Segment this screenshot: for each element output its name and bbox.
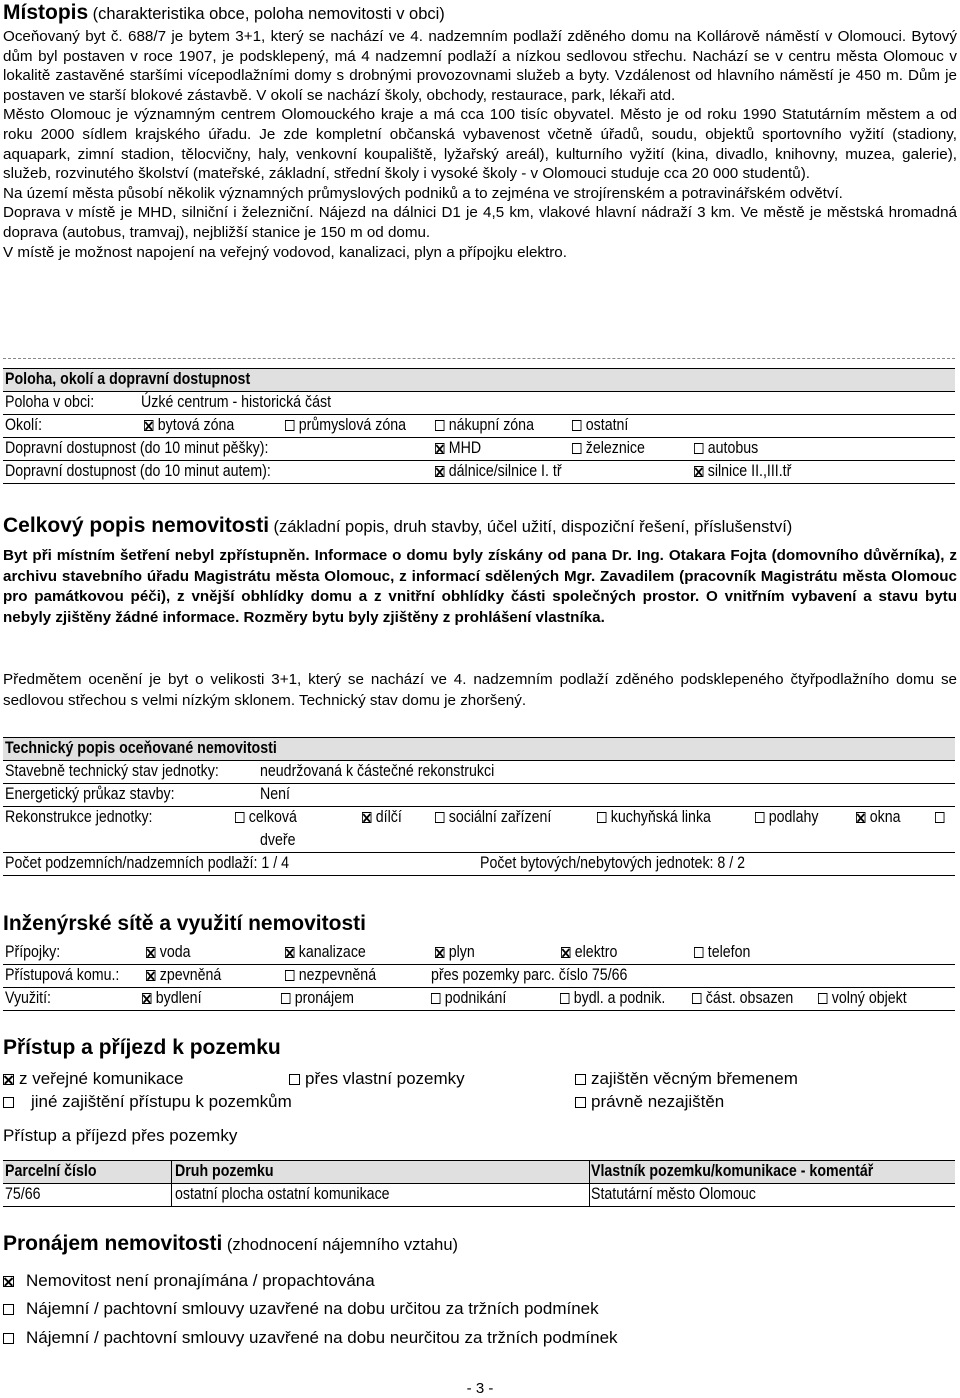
checkbox-label: zajištěn věcným břemenem	[591, 1069, 798, 1088]
section-title: Přístup a příjezd k pozemku	[3, 1036, 281, 1059]
checkbox-label-dvere: dveře	[260, 831, 296, 849]
checkbox-label: Nemovitost není pronajímána / propachtována	[26, 1271, 375, 1290]
checkbox-zeleznice[interactable]	[572, 439, 645, 458]
poloha-header-label: Poloha, okolí a dopravní dostupnost	[5, 370, 251, 388]
paragraph: Oceňovaný byt č. 688/7 je bytem 3+1, který se nachází ve 4. nadzemním podlaží zděného domu na Kollárově náměstí v Olomouci. Bytový dům byl postaven v roce 1907, je podsklepený, má 4 nadzemní podlaží a nízkou sedlovou střechu. Nachází se v centru města Olomouc v lokalitě zastavěné staršími vícepodlažními domy s drobnými provozovnami služeb a byty. Vzdálenost od hlavního náměstí je 450 m. Dům je postaven ve starší blokové zástavbě. V okolí se nachází školy, obchody, restaurace, park, lékaři atd.	[3, 28, 957, 104]
checkbox-dilci[interactable]	[362, 808, 402, 827]
checkbox-bytova-zona[interactable]	[144, 416, 234, 435]
checkbox-mhd[interactable]	[435, 439, 481, 458]
checkbox-silnice[interactable]	[694, 462, 791, 481]
checkbox-checked-icon	[694, 466, 703, 477]
celkovy-text: Předmětem ocenění je byt o velikosti 3+1, který se nachází ve 4. nadzemním podlaží zděného podsklepeného čtyřpodlažního domu se sedlovou střechou s velmi nízkým sklonem. Technický stav domu je zhoršený.	[3, 671, 957, 709]
pripojky-row	[3, 942, 955, 965]
section-pristup-heading	[3, 1036, 281, 1060]
checkbox-elektro[interactable]	[561, 943, 617, 962]
checkbox-label: voda	[159, 943, 191, 961]
checkbox-empty-icon	[575, 1074, 586, 1085]
celkovy-bold-text: Byt při místním šetření nebyl zpřístupněn. Informace o domu byly získány od pana Dr. Ing. Otakara Fojta (domovního důvěrníka), z archivu stavebního úřadu Magistrátu města Olomouc, z informací sdělených Mgr. Zavadilem (pracovník Magistrátu města Olomouc pro památkovou péči), z vnější obhlídky domu a z vnitřní obhlídky části společných prostor. O vnitřním vybavení a stavu bytu nebyly zjištěny žádné informace. Rozměry bytu byly zjištěny z prohlášení vlastníka.	[3, 547, 957, 626]
checkbox-empty-icon	[755, 812, 764, 823]
checkbox-vlastni-pozemky[interactable]	[289, 1069, 465, 1089]
pristupova-row	[3, 965, 955, 988]
checkbox-empty-icon	[818, 993, 827, 1004]
checkbox-empty-icon	[435, 812, 444, 823]
field-label: Přípojky:	[5, 943, 61, 961]
checkbox-telefon[interactable]	[694, 943, 750, 962]
field-label: Dopravní dostupnost (do 10 minut autem):	[5, 462, 271, 480]
autem-row	[3, 461, 955, 484]
checkbox-checked-icon	[146, 947, 155, 958]
field-label: Rekonstrukce jednotky:	[5, 808, 153, 826]
checkbox-empty-icon	[692, 993, 701, 1004]
pristup-subtitle: Přístup a příjezd přes pozemky	[3, 1126, 238, 1145]
checkbox-label: z veřejné komunikace	[19, 1069, 184, 1088]
checkbox-empty-icon	[285, 970, 294, 981]
checkbox-label: kuchyňská linka	[610, 808, 711, 826]
podlazi-label: Počet podzemních/nadzemních podlaží: 1 / 4	[5, 854, 289, 872]
paragraph: Doprava v místě je MHD, silniční i železniční. Nájezd na dálnici D1 je 4,5 km, vlakové hlavní nádraží 3 km. Ve městě je městská hromadná doprava (autobus, tramvaj), nejbližší stanice je 150 m od domu.	[3, 204, 957, 241]
field-label: Přístupová komu.:	[5, 966, 120, 984]
checkbox-label: průmyslová zóna	[298, 416, 407, 434]
field-value: Není	[260, 785, 290, 803]
checkbox-plyn[interactable]	[435, 943, 475, 962]
checkbox-empty-icon	[285, 420, 294, 431]
checkbox-okna[interactable]	[856, 808, 901, 827]
checkbox-vecne-bremeno[interactable]	[575, 1069, 798, 1089]
checkbox-bydleni[interactable]	[142, 989, 202, 1008]
checkbox-jine-zajisteni[interactable]	[3, 1092, 292, 1112]
section-title: Inženýrské sítě a využití nemovitosti	[3, 912, 366, 935]
checkbox-checked-icon	[146, 970, 155, 981]
checkbox-empty-icon	[3, 1333, 14, 1344]
table-cell: 75/66	[5, 1185, 41, 1203]
checkbox-socialni-zarizeni[interactable]	[435, 808, 551, 827]
checkbox-checked-icon	[435, 466, 444, 477]
checkbox-empty-icon	[3, 1097, 14, 1108]
section-title: Pronájem nemovitosti	[3, 1232, 223, 1255]
poloha-row	[3, 392, 955, 415]
technicky-header-label: Technický popis oceňované nemovitosti	[5, 739, 277, 757]
checkbox-label: silnice II.,III.tř	[707, 462, 792, 480]
checkbox-pronajem[interactable]	[281, 989, 354, 1008]
checkbox-label: pronájem	[294, 989, 354, 1007]
checkbox-label: podlahy	[768, 808, 819, 826]
section-pronajem-heading	[3, 1232, 458, 1256]
checkbox-empty-icon	[235, 812, 244, 823]
checkbox-checked-icon	[3, 1276, 14, 1287]
checkbox-checked-icon	[435, 443, 444, 454]
stav-row	[3, 761, 955, 784]
checkbox-label: část. obsazen	[705, 989, 794, 1007]
checkbox-label: právně nezajištěn	[591, 1092, 725, 1111]
pesky-row	[3, 438, 955, 461]
checkbox-checked-icon	[285, 947, 294, 958]
paragraph: Na území města působí několik významných průmyslových podniků a to zejména ve strojírenském a potravinářském odvětví.	[3, 184, 843, 202]
rekonstrukce-row	[3, 807, 955, 853]
checkbox-empty-icon	[435, 420, 444, 431]
checkbox-doba-urcita[interactable]	[3, 1299, 599, 1319]
checkbox-nakupni-zona[interactable]	[435, 416, 534, 435]
checkbox-checked-icon	[435, 947, 444, 958]
checkbox-checked-icon	[362, 812, 371, 823]
table-row	[3, 1184, 955, 1207]
checkbox-label: bytová zóna	[157, 416, 235, 434]
checkbox-label: volný objekt	[831, 989, 907, 1007]
okoli-row	[3, 415, 955, 438]
field-label: Dopravní dostupnost (do 10 minut pěšky):	[5, 439, 269, 457]
section-subtitle: (zhodnocení nájemního vztahu)	[226, 1236, 458, 1254]
checkbox-empty-icon	[575, 1097, 586, 1108]
section-subtitle: (charakteristika obce, poloha nemovitosti v obci)	[92, 5, 445, 23]
checkbox-bydl-podnik[interactable]	[560, 989, 665, 1008]
checkbox-dvere[interactable]	[935, 808, 949, 827]
checkbox-checked-icon	[144, 420, 153, 431]
pristup-extra: přes pozemky parc. číslo 75/66	[431, 966, 628, 984]
column-header: Vlastník pozemku/komunikace - komentář	[591, 1162, 874, 1180]
checkbox-empty-icon	[694, 947, 703, 958]
jednotky-label: Počet bytových/nebytových jednotek: 8 / 2	[480, 854, 746, 872]
field-label: Okolí:	[5, 416, 43, 434]
divider	[3, 358, 955, 359]
checkbox-doba-neurcita[interactable]	[3, 1328, 618, 1348]
checkbox-podlahy[interactable]	[755, 808, 818, 827]
checkbox-nezpevnena[interactable]	[285, 966, 376, 985]
section-subtitle: (základní popis, druh stavby, účel užití, dispoziční řešení, příslušenství)	[273, 518, 793, 536]
section-celkovy-heading	[3, 514, 792, 538]
field-label: Energetický průkaz stavby:	[5, 785, 175, 803]
mistopis-text	[3, 27, 957, 262]
checkbox-label: autobus	[707, 439, 759, 457]
field-label: Poloha v obci:	[5, 393, 95, 411]
checkbox-volny-objekt[interactable]	[818, 989, 907, 1008]
checkbox-checked-icon	[3, 1074, 14, 1085]
checkbox-label: nezpevněná	[298, 966, 377, 984]
checkbox-label: nákupní zóna	[448, 416, 534, 434]
checkbox-label: telefon	[707, 943, 751, 961]
checkbox-label: podnikání	[444, 989, 507, 1007]
column-header: Druh pozemku	[175, 1162, 274, 1180]
checkbox-celkova[interactable]	[235, 808, 297, 827]
checkbox-label: dálnice/silnice I. tř	[448, 462, 562, 480]
checkbox-empty-icon	[935, 812, 944, 823]
checkbox-kanalizace[interactable]	[285, 943, 366, 962]
vyuziti-row	[3, 988, 955, 1011]
checkbox-empty-icon	[694, 443, 703, 454]
checkbox-ostatni[interactable]	[572, 416, 628, 435]
field-label: Využití:	[5, 989, 52, 1007]
checkbox-label: Nájemní / pachtovní smlouvy uzavřené na dobu neurčitou za tržních podmínek	[26, 1328, 618, 1347]
checkbox-label: ostatní	[585, 416, 629, 434]
checkbox-label: přes vlastní pozemky	[305, 1069, 465, 1088]
paragraph: V místě je možnost napojení na veřejný vodovod, kanalizaci, plyn a přípojku elektro.	[3, 243, 567, 261]
checkbox-label: elektro	[574, 943, 618, 961]
table-cell: ostatní plocha ostatní komunikace	[175, 1185, 390, 1203]
checkbox-podnikani[interactable]	[431, 989, 506, 1008]
checkbox-empty-icon	[572, 443, 581, 454]
checkbox-label: zpevněná	[159, 966, 222, 984]
checkbox-empty-icon	[289, 1074, 300, 1085]
checkbox-label: jiné zajištění přístupu k pozemkům	[31, 1092, 292, 1111]
checkbox-checked-icon	[561, 947, 570, 958]
checkbox-verejne-komunikace[interactable]	[3, 1069, 183, 1089]
column-header: Parcelní číslo	[5, 1162, 97, 1180]
parcel-table-header	[3, 1160, 955, 1184]
checkbox-label: okna	[869, 808, 901, 826]
checkbox-empty-icon	[560, 993, 569, 1004]
checkbox-dalnice[interactable]	[435, 462, 562, 481]
checkbox-zpevnena[interactable]	[146, 966, 221, 985]
checkbox-checked-icon	[856, 812, 865, 823]
checkbox-empty-icon	[281, 993, 290, 1004]
checkbox-label: bydlení	[155, 989, 202, 1007]
field-value: neudržovaná k částečné rekonstrukci	[260, 762, 495, 780]
checkbox-cast-obsazen[interactable]	[692, 989, 793, 1008]
checkbox-label: kanalizace	[298, 943, 366, 961]
section-title: Celkový popis nemovitosti	[3, 514, 270, 537]
checkbox-neni-pronajimana[interactable]	[3, 1271, 375, 1291]
checkbox-label: celková	[248, 808, 297, 826]
checkbox-pravne-nezajisten[interactable]	[575, 1092, 724, 1112]
podlazi-row	[3, 853, 955, 876]
page-number: - 3 -	[466, 1380, 494, 1397]
table-cell: Statutární město Olomouc	[591, 1185, 756, 1203]
section-mistopis-heading	[3, 1, 445, 25]
column-divider	[589, 1160, 590, 1207]
field-label: Stavebně technický stav jednotky:	[5, 762, 219, 780]
section-title: Místopis	[3, 1, 89, 24]
checkbox-empty-icon	[597, 812, 606, 823]
checkbox-empty-icon	[431, 993, 440, 1004]
checkbox-label: sociální zařízení	[448, 808, 552, 826]
field-value: Úzké centrum - historická část	[141, 393, 332, 411]
checkbox-checked-icon	[142, 993, 151, 1004]
paragraph: Město Olomouc je významným centrem Olomouckého kraje a má cca 100 tisíc obyvatel. Město je od roku 1990 Statutárním městem a od roku 2000 sídlem krajského úřadu. Je zde kompletní občanská vybavenost včetně úřadů, soudu, objektů sportovního vyžití (stadiony, aquapark, zimní stadion, tělocvičny, haly, venkovní koupaliště, lyžařský areál), kulturního vyžití (kina, divadlo, knihovny, muzea, galerie), služeb, rozvinutého školství (mateřské, základní, střední školy i vysoké školy - v Olomouci studuje cca 20 000 studentů).	[3, 106, 957, 183]
checkbox-prumyslova-zona[interactable]	[285, 416, 406, 435]
checkbox-empty-icon	[3, 1304, 14, 1315]
poloha-header	[3, 368, 955, 392]
checkbox-label: Nájemní / pachtovní smlouvy uzavřené na dobu určitou za tržních podmínek	[26, 1299, 599, 1318]
column-divider	[171, 1160, 172, 1207]
checkbox-label: bydl. a podnik.	[573, 989, 666, 1007]
checkbox-voda[interactable]	[146, 943, 191, 962]
technicky-header	[3, 737, 955, 761]
checkbox-autobus[interactable]	[694, 439, 758, 458]
checkbox-label: železnice	[585, 439, 645, 457]
checkbox-label: dílčí	[375, 808, 402, 826]
checkbox-label: plyn	[448, 943, 475, 961]
checkbox-kuchynska-linka[interactable]	[597, 808, 711, 827]
checkbox-empty-icon	[572, 420, 581, 431]
prukaz-row	[3, 784, 955, 807]
section-site-heading	[3, 912, 366, 936]
checkbox-label: MHD	[448, 439, 482, 457]
